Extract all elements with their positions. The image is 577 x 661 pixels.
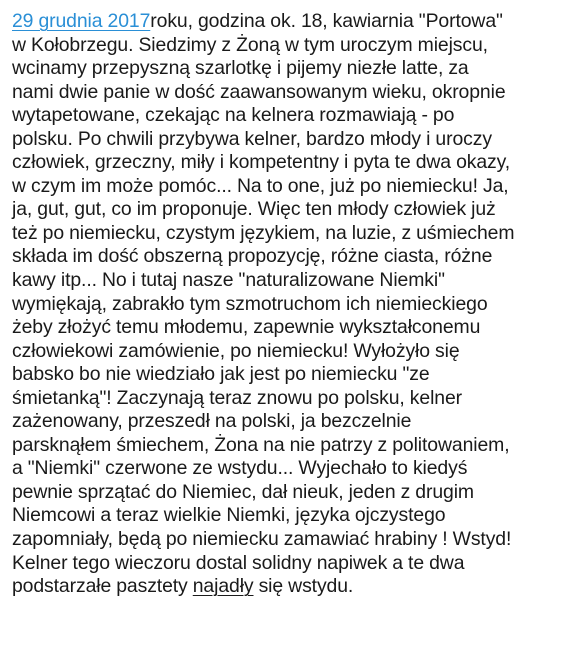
text-line: w czym im może pomóc... Na to one, już po niemiecku! Ja, [12, 174, 509, 197]
text-line: też po niemiecku, czystym językiem, na luzie, z uśmiechem [12, 221, 515, 244]
text-line: Kelner tego wieczoru dostal solidny napiwek a te dwa [12, 551, 465, 574]
text-fragment: się wstydu. [253, 575, 354, 598]
text-line: zapomniały, będą po niemiecku zamawiać hrabiny ! Wstyd! [12, 528, 512, 551]
text-line: wymiękają, zabrakło tym szmotruchom ich niemieckiego [12, 292, 488, 315]
text-line: wytapetowane, czekając na kelnera rozmawiają - po [12, 104, 455, 127]
text-line: nami dwie panie w dość zaawansowanym wieku, okropnie [12, 80, 506, 103]
text-line: pewnie sprzątać do Niemiec, dał nieuk, jeden z drugim [12, 480, 474, 503]
text-line: Niemcowi a teraz wielkie Niemki, języka ojczystego [12, 504, 446, 527]
text-line: śmietanką"! Zaczynają teraz znowu po polsku, kelner [12, 386, 463, 409]
text-fragment: roku, godzina ok. 18, kawiarnia "Portowa" [150, 10, 503, 32]
text-line: zażenowany, przeszedł na polski, ja bezczelnie [12, 410, 412, 433]
text-line: człowiekowi zamówienie, po niemiecku! Wyłożyło się [12, 339, 460, 362]
text-line: a "Niemki" czerwone ze wstydu... Wyjechało to kiedyś [12, 457, 468, 480]
text-line: wcinamy przepyszną szarlotkę i pijemy niezłe latte, za [12, 57, 469, 80]
text-line [12, 10, 571, 34]
date-link[interactable]: 29 grudnia 2017 [12, 10, 151, 32]
text-line: żeby złożyć temu młodemu, zapewnie wykształconemu [12, 316, 481, 339]
text-line: w Kołobrzegu. Siedzimy z Żoną w tym uroczym miejscu, [12, 33, 488, 56]
text-line: człowiek, grzeczny, miły i kompetentny i pyta te dwa okazy, [12, 151, 511, 174]
text-line: parsknąłem śmiechem, Żona na nie patrzy z politowaniem, [12, 433, 510, 456]
text-line: babsko bo nie wiedziało jak jest po niemiecku "ze [12, 363, 430, 386]
text-line [12, 575, 571, 599]
underlined-word: najadły [192, 575, 254, 598]
text-fragment: podstarzałe pasztety [12, 575, 193, 598]
text-line: ja, gut, gut, co im proponuje. Więc ten młody człowiek już [12, 198, 496, 221]
text-line: kawy itp... No i tutaj nasze "naturalizowane Niemki" [12, 269, 445, 292]
text-line: polsku. Po chwili przybywa kelner, bardzo młody i uroczy [12, 127, 492, 150]
text-line: składa im dość obszerną propozycję, różne ciasta, różne [12, 245, 493, 268]
